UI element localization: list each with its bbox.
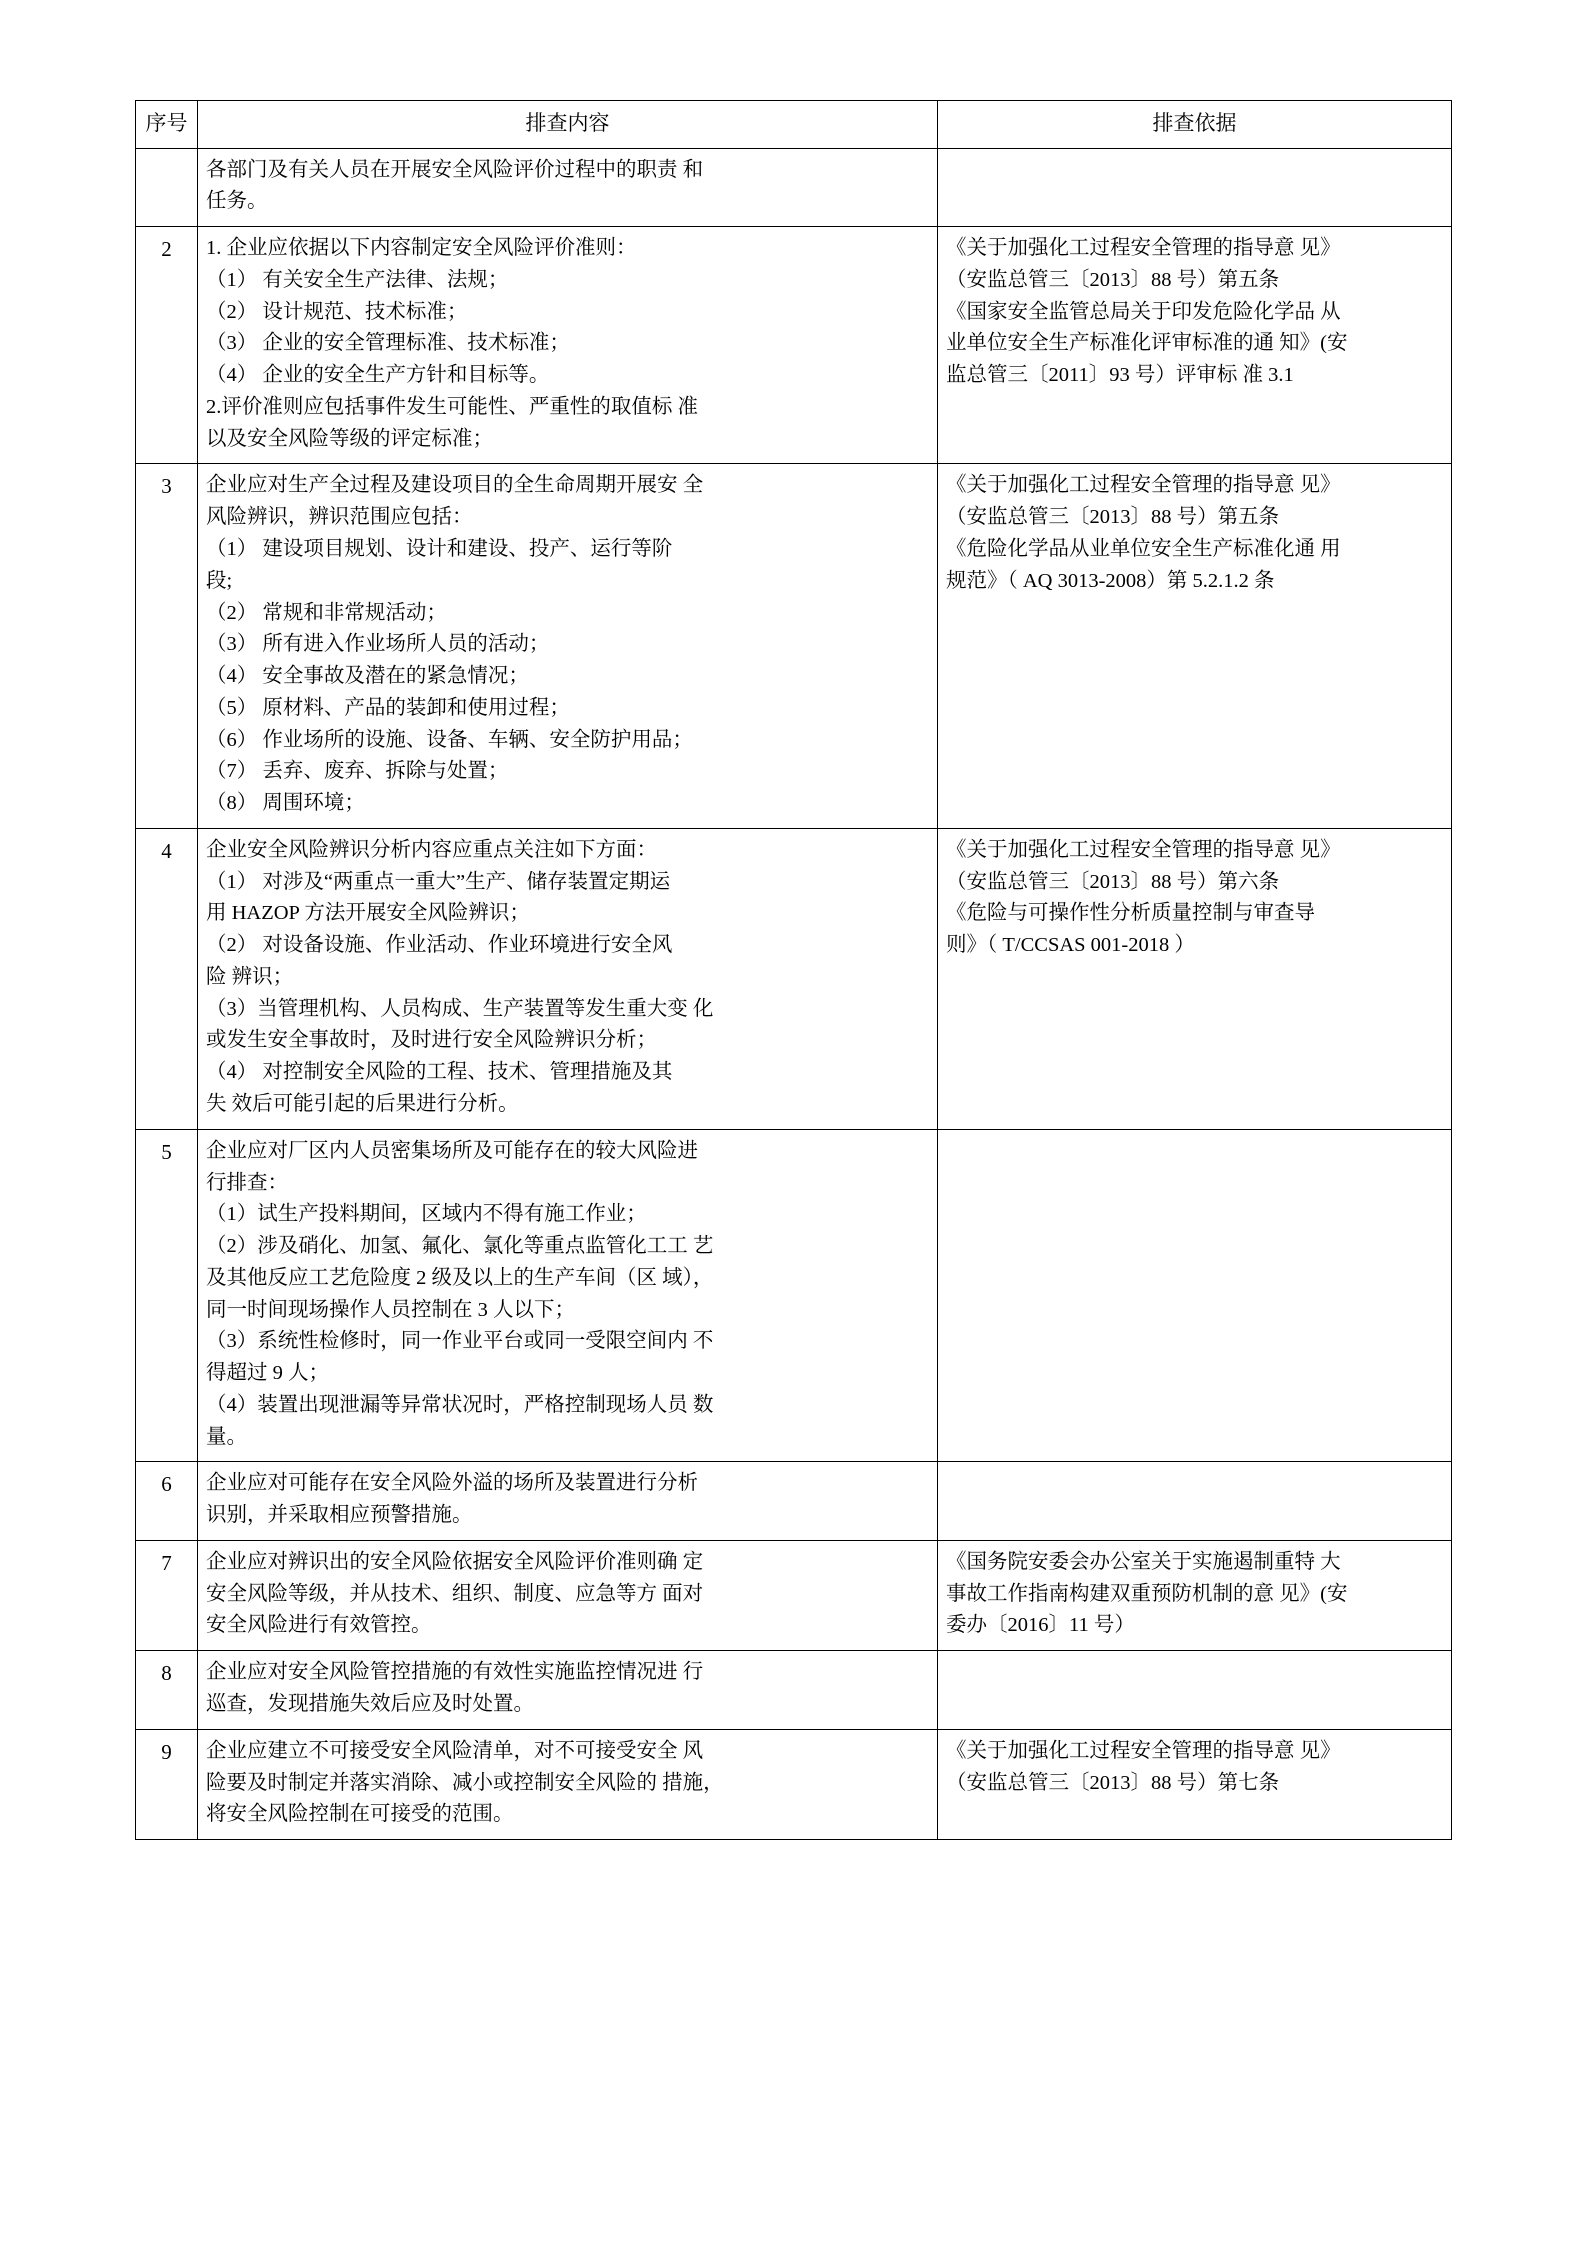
row-basis xyxy=(938,148,1452,227)
table-row xyxy=(136,1540,1452,1650)
table-header xyxy=(136,101,1452,149)
basis-line: 则》（ T/CCSAS 001-2018 ） xyxy=(946,934,1195,957)
basis-line: 《关于加强化工过程安全管理的指导意 见》 xyxy=(946,474,1341,497)
content-line: 企业安全风险辨识分析内容应重点关注如下方面： xyxy=(206,838,657,861)
content-line: 段; xyxy=(206,569,233,592)
basis-line: 《危险化学品从业单位安全生产标准化通 用 xyxy=(946,537,1341,560)
table-row xyxy=(136,828,1452,1129)
row-number: 5 xyxy=(136,1129,198,1462)
table-row xyxy=(136,1651,1452,1730)
row-number: 4 xyxy=(136,828,198,1129)
content-line: （3） 所有进入作业场所人员的活动； xyxy=(206,633,550,656)
basis-line: 《关于加强化工过程安全管理的指导意 见》 xyxy=(946,237,1341,260)
content-line: 企业应对辨识出的安全风险依据安全风险评价准则确 定 xyxy=(206,1550,704,1573)
row-basis xyxy=(938,1462,1452,1541)
content-line: （8） 周围环境； xyxy=(206,792,365,815)
row-number: 7 xyxy=(136,1540,198,1650)
content-line: 同一时间现场操作人员控制在 3 人以下； xyxy=(206,1298,575,1321)
basis-line: （安监总管三〔2013〕88 号）第六条 xyxy=(946,870,1280,893)
content-line: 2.评价准则应包括事件发生可能性、严重性的取值标 准 xyxy=(206,395,698,418)
row-content xyxy=(198,1129,938,1462)
row-basis xyxy=(938,464,1452,828)
content-line: 失 效后可能引起的后果进行分析。 xyxy=(206,1092,519,1115)
table-row xyxy=(136,227,1452,464)
content-line: （4）装置出现泄漏等异常状况时，严格控制现场人员 数 xyxy=(206,1393,714,1416)
content-line: 巡查，发现措施失效后应及时处置。 xyxy=(206,1693,534,1715)
basis-line: 《关于加强化工过程安全管理的指导意 见》 xyxy=(946,838,1341,861)
content-line: 企业应建立不可接受安全风险清单，对不可接受安全 风 xyxy=(206,1739,704,1762)
column-header-content: 排查内容 xyxy=(198,101,938,149)
row-basis xyxy=(938,828,1452,1129)
row-basis xyxy=(938,1651,1452,1730)
basis-line: 业单位安全生产标准化评审标准的通 知》(安 xyxy=(946,332,1348,355)
row-basis xyxy=(938,1729,1452,1839)
row-number: 2 xyxy=(136,227,198,464)
row-content xyxy=(198,828,938,1129)
content-line: （2）涉及硝化、加氢、氟化、氯化等重点监管化工工 艺 xyxy=(206,1235,714,1258)
content-line: （1）试生产投料期间，区域内不得有施工作业； xyxy=(206,1203,647,1226)
row-number: 9 xyxy=(136,1729,198,1839)
content-line: 任务。 xyxy=(206,190,268,213)
content-line: （2） 常规和非常规活动； xyxy=(206,601,447,624)
basis-line: 《国务院安委会办公室关于实施遏制重特 大 xyxy=(946,1550,1341,1573)
content-line: 险要及时制定并落实消除、减小或控制安全风险的 措施， xyxy=(206,1771,724,1794)
content-line: （6） 作业场所的设施、设备、车辆、安全防护用品； xyxy=(206,728,693,751)
content-line: （4） 企业的安全生产方针和目标等。 xyxy=(206,364,550,387)
row-content xyxy=(198,1540,938,1650)
row-content xyxy=(198,1729,938,1839)
row-content xyxy=(198,1462,938,1541)
content-line: 将安全风险控制在可接受的范围。 xyxy=(206,1803,514,1826)
basis-line: 事故工作指南构建双重预防机制的意 见》(安 xyxy=(946,1582,1348,1605)
content-line: （7） 丢弃、废弃、拆除与处置； xyxy=(206,760,509,783)
basis-line: 《危险与可操作性分析质量控制与审查导 xyxy=(946,902,1315,925)
table-row xyxy=(136,1462,1452,1541)
content-line: 及其他反应工艺危险度 2 级及以上的生产车间（区 域）， xyxy=(206,1266,714,1289)
basis-line: 《关于加强化工过程安全管理的指导意 见》 xyxy=(946,1739,1341,1762)
table-body xyxy=(136,148,1452,1840)
content-line: （2） 设计规范、技术标准； xyxy=(206,300,468,323)
basis-line: 监总管三〔2011〕93 号）评审标 准 3.1 xyxy=(946,364,1294,387)
content-line: （3） 企业的安全管理标准、技术标准； xyxy=(206,332,570,355)
content-line: 风险辨识，辨识范围应包括： xyxy=(206,506,473,529)
content-line: 行排查： xyxy=(206,1171,288,1194)
content-line: （3）当管理机构、人员构成、生产装置等发生重大变 化 xyxy=(206,997,714,1020)
row-content xyxy=(198,464,938,828)
content-line: （4） 对控制安全风险的工程、技术、管理措施及其 xyxy=(206,1061,673,1084)
content-line: （5） 原材料、产品的装卸和使用过程； xyxy=(206,696,570,719)
row-number xyxy=(136,148,198,227)
content-line: 企业应对安全风险管控措施的有效性实施监控情况进 行 xyxy=(206,1661,704,1684)
content-line: 安全风险等级，并从技术、组织、制度、应急等方 面对 xyxy=(206,1582,704,1605)
row-number: 6 xyxy=(136,1462,198,1541)
column-header-basis: 排查依据 xyxy=(938,101,1452,149)
content-line: （2） 对设备设施、作业活动、作业环境进行安全风 xyxy=(206,934,673,957)
table-header-row xyxy=(136,101,1452,149)
table-row xyxy=(136,464,1452,828)
content-line: （3）系统性检修时，同一作业平台或同一受限空间内 不 xyxy=(206,1330,714,1353)
content-line: （1） 对涉及“两重点一重大”生产、储存装置定期运 xyxy=(206,870,671,893)
basis-line: （安监总管三〔2013〕88 号）第五条 xyxy=(946,268,1280,291)
content-line: 企业应对生产全过程及建设项目的全生命周期开展安 全 xyxy=(206,474,704,497)
row-content xyxy=(198,148,938,227)
content-line: 险 辨识； xyxy=(206,965,294,988)
content-line: 企业应对厂区内人员密集场所及可能存在的较大风险进 xyxy=(206,1139,698,1162)
table-row xyxy=(136,148,1452,227)
content-line: 量。 xyxy=(206,1425,247,1448)
content-line: 用 HAZOP 方法开展安全风险辨识； xyxy=(206,902,530,925)
basis-line: （安监总管三〔2013〕88 号）第五条 xyxy=(946,506,1280,529)
content-line: 安全风险进行有效管控。 xyxy=(206,1614,432,1637)
content-line: 以及安全风险等级的评定标准； xyxy=(206,427,493,450)
row-content xyxy=(198,227,938,464)
safety-risk-checklist-table xyxy=(135,100,1452,1840)
content-line: 得超过 9 人； xyxy=(206,1362,329,1385)
content-line: 识别，并采取相应预警措施。 xyxy=(206,1504,473,1527)
row-number: 3 xyxy=(136,464,198,828)
content-line: （1） 有关安全生产法律、法规； xyxy=(206,268,509,291)
basis-line: （安监总管三〔2013〕88 号）第七条 xyxy=(946,1771,1280,1794)
basis-line: 《国家安全监管总局关于印发危险化学品 从 xyxy=(946,300,1341,323)
row-basis xyxy=(938,1129,1452,1462)
content-line: 企业应对可能存在安全风险外溢的场所及装置进行分析 xyxy=(206,1472,698,1495)
row-number: 8 xyxy=(136,1651,198,1730)
content-line: 或发生安全事故时，及时进行安全风险辨识分析； xyxy=(206,1029,657,1052)
column-header-no: 序号 xyxy=(136,101,198,149)
content-line: （1） 建设项目规划、设计和建设、投产、运行等阶 xyxy=(206,537,673,560)
table-row xyxy=(136,1729,1452,1839)
table-row xyxy=(136,1129,1452,1462)
content-line: （4） 安全事故及潜在的紧急情况； xyxy=(206,665,529,688)
row-basis xyxy=(938,1540,1452,1650)
basis-line: 规范》（ AQ 3013-2008）第 5.2.1.2 条 xyxy=(946,569,1275,592)
content-line: 1. 企业应依据以下内容制定安全风险评价准则： xyxy=(206,237,637,260)
basis-line: 委办〔2016〕11 号） xyxy=(946,1614,1135,1637)
content-line: 各部门及有关人员在开展安全风险评价过程中的职责 和 xyxy=(206,158,704,181)
row-basis xyxy=(938,227,1452,464)
row-content xyxy=(198,1651,938,1730)
